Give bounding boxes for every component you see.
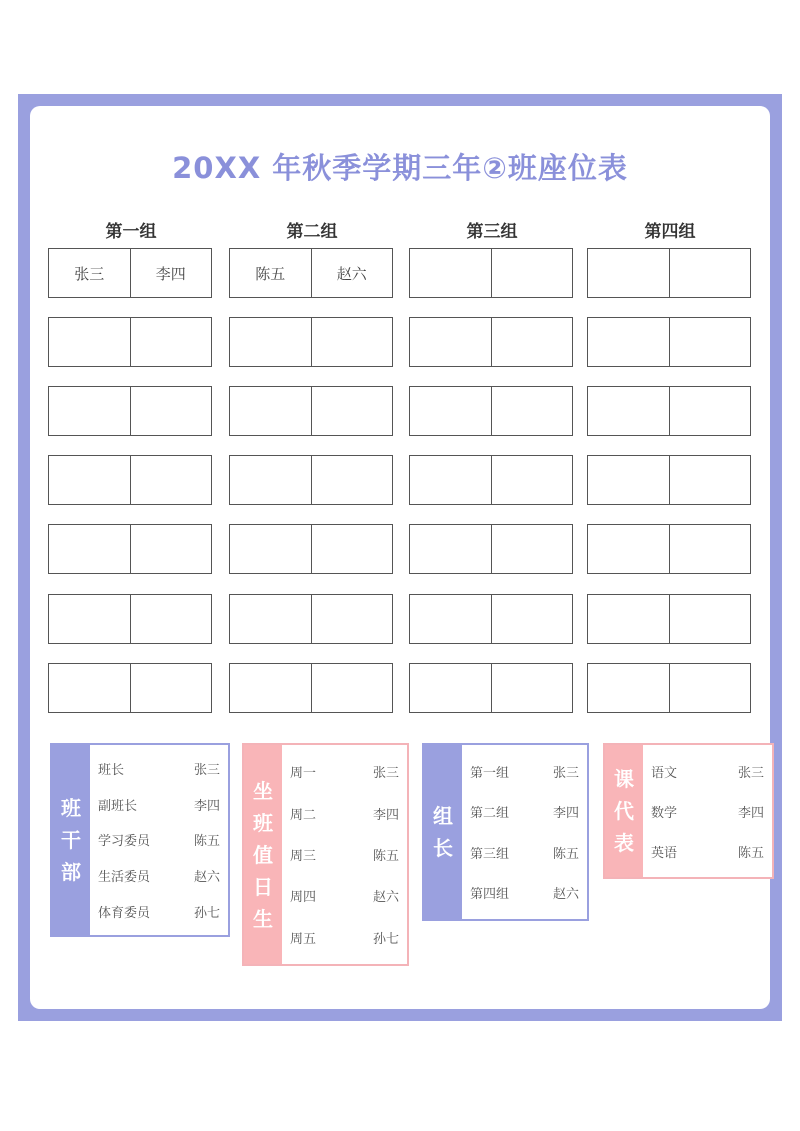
group-label: 第四组: [644, 222, 696, 242]
seat: [130, 595, 212, 643]
desk: [48, 524, 212, 574]
desk: [409, 455, 573, 505]
seat: [130, 525, 212, 573]
card-title-char: 代: [614, 799, 634, 823]
seat: [230, 387, 311, 435]
card-title-char: 组: [433, 804, 453, 828]
seat: [311, 525, 393, 573]
card-title-char: 班: [253, 810, 273, 835]
class-officers-card: [50, 743, 230, 937]
card-row-value: 张三: [193, 763, 220, 779]
card-row-value: 张三: [372, 766, 399, 782]
seat: [311, 387, 393, 435]
card-row-value: 李四: [193, 798, 220, 814]
seat: [669, 249, 751, 297]
desk: [409, 594, 573, 644]
seat: [491, 525, 573, 573]
desk: [229, 594, 393, 644]
card-row-value: 张三: [737, 765, 764, 781]
desk: [587, 386, 751, 436]
card-row: [90, 795, 220, 814]
card-row: [462, 802, 579, 821]
desk: [409, 317, 573, 367]
seat: [230, 525, 311, 573]
card-row-value: 陈五: [372, 848, 399, 864]
card-row-label: 学习委员: [98, 834, 151, 850]
card-row-value: 李四: [737, 805, 764, 821]
seat: [669, 456, 751, 504]
card-row: [462, 843, 579, 862]
group-label: 第一组: [105, 222, 157, 242]
seat: [49, 595, 130, 643]
seat: [230, 664, 311, 712]
desk: [229, 524, 393, 574]
card-row-label: 周五: [290, 931, 317, 947]
seat: [130, 318, 212, 366]
desk: [48, 317, 212, 367]
card-title-char: 部: [61, 860, 81, 884]
seat: [588, 318, 669, 366]
desk: [587, 594, 751, 644]
seat: 陈五: [255, 264, 286, 283]
group-label: 第三组: [466, 222, 518, 242]
seat: [311, 664, 393, 712]
duty-students-card: [242, 743, 409, 966]
card-row-value: 赵六: [372, 890, 399, 906]
seat: [230, 456, 311, 504]
seat: [311, 318, 393, 366]
seat: [491, 456, 573, 504]
subject-reps-card: [603, 743, 774, 879]
card-row-label: 周四: [290, 890, 317, 906]
card-row-label: 第二组: [470, 806, 510, 822]
card-title-char: 表: [614, 831, 634, 855]
desk: [409, 524, 573, 574]
card-row: [282, 762, 399, 781]
seat: [410, 249, 491, 297]
seat: [669, 318, 751, 366]
seat: [130, 456, 212, 504]
desk: [409, 663, 573, 713]
card-row-label: 英语: [651, 845, 678, 861]
card-row-value: 赵六: [552, 887, 579, 903]
card-row-label: 第四组: [470, 887, 510, 903]
seat: [311, 456, 393, 504]
card-row-value: 赵六: [193, 870, 220, 886]
card-row: [643, 762, 764, 781]
card-row-value: 陈五: [193, 834, 220, 850]
desk: [48, 248, 212, 298]
seat: [588, 595, 669, 643]
card-row-value: 张三: [552, 765, 579, 781]
desk: [229, 663, 393, 713]
seat: [49, 387, 130, 435]
seat: [491, 249, 573, 297]
card-row: [462, 762, 579, 781]
card-row-label: 语文: [651, 765, 678, 781]
card-title: [244, 745, 282, 964]
card-row: [90, 902, 220, 921]
seat: [410, 318, 491, 366]
seat: [669, 525, 751, 573]
seat: [588, 249, 669, 297]
card-row-value: 陈五: [552, 846, 579, 862]
group-label: 第二组: [286, 222, 338, 242]
desk: [587, 248, 751, 298]
card-row-label: 体育委员: [98, 905, 151, 921]
seat: [669, 664, 751, 712]
card-row: [643, 842, 764, 861]
desk: [48, 663, 212, 713]
desk: [587, 317, 751, 367]
seat: [491, 387, 573, 435]
card-row-value: 孙七: [372, 931, 399, 947]
card-title: [52, 745, 90, 935]
desk: [229, 248, 393, 298]
card-row: [282, 886, 399, 905]
card-row-label: 副班长: [98, 798, 138, 814]
card-row: [90, 830, 220, 849]
desk: [229, 455, 393, 505]
desk: [409, 386, 573, 436]
card-row-value: 孙七: [193, 905, 220, 921]
seat: [410, 456, 491, 504]
desk: [587, 524, 751, 574]
seat: [410, 664, 491, 712]
seat: [410, 525, 491, 573]
seat: [49, 525, 130, 573]
card-row: [90, 759, 220, 778]
seat: 张三: [74, 264, 105, 283]
seat: [588, 525, 669, 573]
desk: [48, 455, 212, 505]
seat: [588, 456, 669, 504]
card-title-char: 课: [614, 767, 634, 791]
card-title-char: 日: [253, 874, 273, 899]
seat: 赵六: [311, 249, 393, 297]
seat: [230, 595, 311, 643]
desk: [587, 455, 751, 505]
card-row-label: 班长: [98, 763, 125, 779]
seat: [311, 595, 393, 643]
card-row: [462, 883, 579, 902]
seat: [130, 664, 212, 712]
desk: [48, 594, 212, 644]
card-title-char: 坐: [253, 778, 273, 803]
seat: [49, 456, 130, 504]
card-row-label: 生活委员: [98, 870, 151, 886]
seat: [669, 595, 751, 643]
seat: 李四: [130, 249, 212, 297]
seat: [588, 664, 669, 712]
card-row-label: 周二: [290, 807, 317, 823]
desk: [229, 386, 393, 436]
card-row-label: 周三: [290, 848, 317, 864]
card-title-char: 干: [61, 828, 81, 852]
seat: [230, 318, 311, 366]
seat: [49, 318, 130, 366]
card-title-char: 长: [433, 836, 453, 860]
desk: [587, 663, 751, 713]
card-row: [90, 866, 220, 885]
seat: [410, 387, 491, 435]
group-leaders-card: [422, 743, 589, 921]
seat: [410, 595, 491, 643]
card-row-label: 第一组: [470, 765, 510, 781]
seat: [491, 595, 573, 643]
card-title: [605, 745, 643, 877]
card-row-label: 第三组: [470, 846, 510, 862]
desk: [409, 248, 573, 298]
card-row-label: 数学: [651, 805, 678, 821]
card-title: [424, 745, 462, 919]
desk: [229, 317, 393, 367]
card-row: [282, 804, 399, 823]
seat: [588, 387, 669, 435]
card-title-char: 班: [61, 796, 81, 820]
card-title-char: 值: [253, 842, 273, 867]
card-row: [643, 802, 764, 821]
card-title-char: 生: [253, 906, 273, 931]
seat: [669, 387, 751, 435]
card-row-value: 陈五: [737, 845, 764, 861]
card-row: [282, 928, 399, 947]
seat: [130, 387, 212, 435]
page-title: 20XX 年秋季学期三年②班座位表: [172, 151, 628, 185]
card-row: [282, 845, 399, 864]
card-row-label: 周一: [290, 766, 317, 782]
seat: [491, 664, 573, 712]
card-row-value: 李四: [552, 806, 579, 822]
seat: [491, 318, 573, 366]
desk: [48, 386, 212, 436]
card-row-value: 李四: [372, 807, 399, 823]
seat: [49, 664, 130, 712]
